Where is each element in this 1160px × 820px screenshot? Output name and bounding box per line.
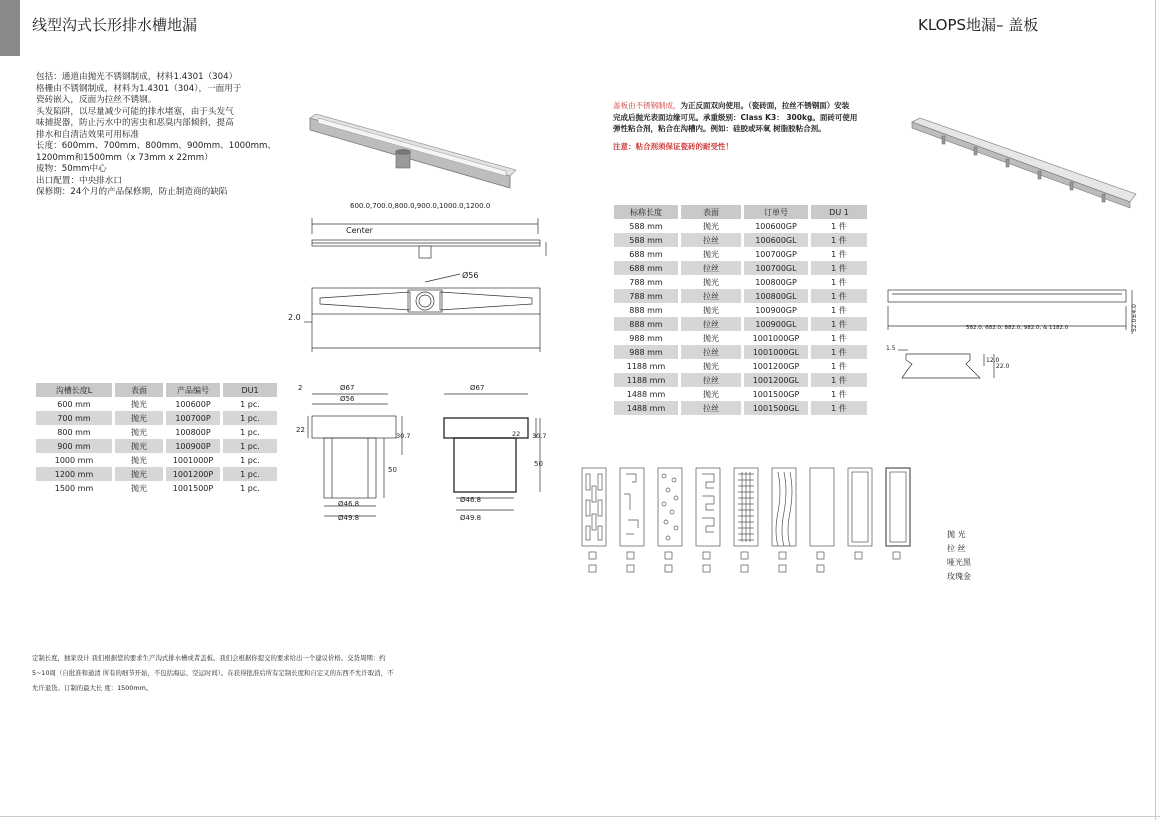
left-title: 线型沟式长形排水槽地漏 — [32, 16, 198, 34]
table-row — [614, 219, 867, 233]
table-cell: 100600GP — [755, 221, 797, 231]
table-row — [614, 359, 867, 373]
table-cell: 100600GL — [744, 233, 808, 247]
table-cell: 1001000P — [172, 455, 214, 465]
desc-line: 废物：50mm中心 — [36, 164, 107, 174]
footer-line: 允许退货。订制的最大长 度：1500mm。 — [32, 684, 153, 692]
channel-drain-render — [300, 108, 520, 198]
table-cell: 1001200GP — [752, 361, 800, 371]
note-line-red: 盖板由不锈钢制成， — [613, 101, 681, 110]
table-header-cell: DU1 — [223, 383, 277, 397]
table-cell: 788 mm — [629, 277, 663, 287]
desc-line: 排水和自清洁效果可用标准 — [36, 129, 140, 140]
table-cell: 1 件 — [831, 305, 847, 315]
table-row — [614, 401, 867, 415]
table-cell: 抛光 — [703, 221, 719, 231]
table-cell: 1 pc. — [223, 411, 277, 425]
table-cell: 888 mm — [614, 317, 678, 331]
cover-side-dim: 52.0±4.0 — [1131, 304, 1138, 332]
table-header-cell: 表面 — [115, 383, 163, 397]
table-cell: 1001200P — [166, 467, 220, 481]
pattern-tile-1 — [848, 468, 872, 546]
cover-technical-drawing — [884, 284, 1146, 384]
table-cell: 600 mm — [57, 399, 91, 409]
table-cell: 抛光 — [131, 427, 147, 437]
pattern-tile-2 — [886, 468, 910, 546]
page-edge-bottom — [0, 816, 1160, 820]
table-cell: 抛光 — [131, 483, 147, 493]
table-cell: 688 mm — [629, 249, 663, 259]
table-cell: 拉丝 — [681, 345, 741, 359]
table-cell: 抛光 — [115, 439, 163, 453]
note-line-2: 完成后抛光表面边缘可见。承重级别：Class K3： 300kg。面砖可使用 — [613, 112, 858, 122]
desc-line: 1200mm和1500mm（x 73mm x 22mm） — [36, 152, 213, 163]
table-row — [614, 275, 867, 289]
channel-technical-drawing — [300, 212, 560, 362]
table-cell: 1001500GL — [744, 401, 808, 415]
table-cell: 1001500P — [172, 483, 214, 493]
pattern-waves — [772, 468, 796, 546]
sec1-d468: Ø46.8 — [338, 500, 360, 508]
table-row — [36, 411, 277, 425]
table-cell: 1000 mm — [54, 455, 94, 465]
sec1-d56: Ø56 — [340, 395, 355, 403]
table-cell: 100800GL — [744, 289, 808, 303]
table-cell: 拉丝 — [681, 373, 741, 387]
product-description — [36, 72, 296, 199]
pattern-grid — [734, 468, 758, 546]
cover-dim-15: 1.5 — [886, 345, 896, 352]
table-cell: 1488 mm — [614, 401, 678, 415]
table-cell: 100800P — [175, 427, 211, 437]
cover-lengths: 582.0, 682.0, 882.0, 982.0, & 1182.0 — [966, 325, 1069, 331]
table-cell: 688 mm — [614, 261, 678, 275]
table-cell: 抛光 — [703, 333, 719, 343]
desc-line: 包括：通道由抛光不锈钢制成，材料1.4301（304） — [36, 72, 238, 82]
table-cell: 抛光 — [703, 249, 719, 259]
table-cell: 拉丝 — [681, 261, 741, 275]
table-cell: 抛光 — [703, 305, 719, 315]
right-title: KLOPS地漏– 盖板 — [918, 16, 1039, 34]
table-cell: 抛光 — [115, 467, 163, 481]
table-cell: 588 mm — [614, 233, 678, 247]
pattern-plain — [810, 468, 834, 546]
sec2-d468: Ø46.8 — [460, 496, 482, 504]
desc-line: 味捕捉器，防止污水中的害虫和恶臭内部倾斜，提高 — [36, 118, 234, 128]
table-cell: 100700GL — [744, 261, 808, 275]
outlet-section-drawing-2 — [436, 380, 556, 525]
table-cell: 1 件 — [831, 333, 847, 343]
table-cell: 700 mm — [36, 411, 112, 425]
diameter-56-label: Ø56 — [462, 271, 479, 280]
desc-line: 格栅由不锈钢制成，材料为1.4301（304），一面用于 — [36, 83, 242, 94]
table-cell: 抛光 — [115, 411, 163, 425]
table-cell: 1 pc. — [240, 483, 260, 493]
table-cell: 1001200GL — [744, 373, 808, 387]
cover-spec-table — [614, 205, 867, 415]
table-cell: 888 mm — [629, 305, 663, 315]
outlet-section-drawing-1 — [292, 380, 412, 525]
table-cell: 100700P — [166, 411, 220, 425]
table-cell: 抛光 — [703, 389, 719, 399]
table-cell: 1 件 — [811, 233, 867, 247]
table-cell: 900 mm — [36, 439, 112, 453]
note-warning: 注意：粘合剂须保证瓷砖的耐受性！ — [613, 141, 733, 151]
footer-line: 5~10周（自批准和通清 所有的细节开始，不包括海运、空运时间）。在获得批准后所有定制长度和自定义的东西不允许取消，不 — [32, 669, 394, 677]
table-cell: 1 件 — [811, 261, 867, 275]
footer-line: 定制长度，独家设计 我们根据您的要求生产沟式排水槽或者盖板。我们会根据你提交的要求给出一个建议价格。交货周期：约 — [32, 654, 386, 662]
table-row — [614, 373, 867, 387]
table-cell: 588 mm — [629, 221, 663, 231]
page-edge-right — [1155, 0, 1160, 820]
center-label: Center — [346, 226, 373, 235]
table-cell: 100900P — [166, 439, 220, 453]
desc-line: 瓷砖嵌入，反面为拉丝不锈钢。 — [36, 95, 157, 105]
desc-line: 出口配置：中央排水口 — [36, 175, 122, 186]
grate-patterns — [578, 464, 918, 576]
table-cell: 1500 mm — [54, 483, 94, 493]
table-row — [614, 345, 867, 359]
table-cell: 1 pc. — [240, 455, 260, 465]
cover-description — [613, 100, 878, 152]
table-cell: 拉丝 — [681, 289, 741, 303]
table-header-cell: 沟槽长度L — [36, 383, 112, 397]
sec1-dim-22: 22 — [296, 426, 305, 434]
table-row — [36, 453, 277, 467]
dim-2-text: 2.0 — [288, 313, 301, 322]
table-cell: 抛光 — [703, 277, 719, 287]
table-header-cell: 表面 — [681, 205, 741, 219]
table-row — [36, 467, 277, 481]
pattern-slots — [582, 468, 606, 546]
channel-spec-table — [36, 383, 277, 495]
table-cell: 抛光 — [131, 399, 147, 409]
table-cell: 1488 mm — [626, 389, 666, 399]
table-cell: 788 mm — [614, 289, 678, 303]
table-cell: 抛光 — [131, 455, 147, 465]
table-row — [36, 397, 277, 411]
desc-line: 长度：600mm、700mm、800mm、900mm、1000mm、 — [36, 141, 276, 151]
table-cell: 1001000GL — [744, 345, 808, 359]
cover-dim-22: 22.0 — [996, 363, 1010, 370]
table-cell: 1 件 — [831, 249, 847, 259]
table-cell: 100600P — [175, 399, 211, 409]
table-cell: 100900GP — [755, 305, 797, 315]
sec2-d67: Ø67 — [470, 384, 485, 392]
cover-dim-12: 12.0 — [986, 357, 1000, 364]
custom-length-note — [32, 651, 432, 696]
table-header-cell: 产品编号 — [166, 383, 220, 397]
table-row — [614, 303, 867, 317]
desc-line: 头发陷阱，以尽量减少可能的排水堵塞，由于头发气 — [36, 106, 234, 117]
pattern-dots — [658, 468, 682, 546]
table-cell: 1 件 — [811, 373, 867, 387]
table-cell: 1188 mm — [614, 373, 678, 387]
sec2-dim-307: 30.7 — [532, 432, 547, 440]
note-line-bold: 为正反面双向使用。（瓷砖面，拉丝不锈钢面）安装 — [680, 101, 850, 110]
table-cell: 1 pc. — [240, 427, 260, 437]
table-row — [614, 317, 867, 331]
sec1-dim-307: 30.7 — [396, 432, 411, 440]
table-cell: 1 件 — [831, 361, 847, 371]
table-row — [614, 247, 867, 261]
sec2-d498: Ø49.8 — [460, 514, 482, 522]
cover-render — [906, 110, 1141, 215]
sec2-dim-50: 50 — [534, 460, 543, 468]
table-row — [614, 289, 867, 303]
table-cell: 1 pc. — [240, 399, 260, 409]
table-cell: 1 件 — [811, 317, 867, 331]
table-header — [36, 383, 277, 397]
table-cell: 抛光 — [703, 361, 719, 371]
table-header-cell: DU 1 — [811, 205, 867, 219]
table-row — [36, 425, 277, 439]
table-cell: 1 件 — [831, 277, 847, 287]
table-row — [614, 387, 867, 401]
table-cell: 1188 mm — [626, 361, 666, 371]
table-cell: 1 件 — [831, 221, 847, 231]
table-cell: 1 件 — [811, 345, 867, 359]
sec1-dim-50: 50 — [388, 466, 397, 474]
finish-legend — [947, 528, 971, 584]
legend-item: 拉 丝 — [947, 544, 966, 553]
note-line-3: 弹性粘合剂，粘合在沟槽内。例如：硅胶或环氧 树脂胶粘合剂。 — [613, 124, 826, 133]
table-cell: 1 件 — [811, 289, 867, 303]
sec1-d67: Ø67 — [340, 384, 355, 392]
sec1-d498: Ø49.8 — [338, 514, 360, 522]
table-cell: 拉丝 — [681, 401, 741, 415]
legend-item: 抛 光 — [947, 530, 966, 539]
table-row — [614, 233, 867, 247]
table-row — [36, 439, 277, 453]
table-cell: 100800GP — [755, 277, 797, 287]
pattern-lines — [620, 468, 644, 546]
table-cell: 拉丝 — [681, 317, 741, 331]
table-cell: 100900GL — [744, 317, 808, 331]
sec2-dim-22: 22 — [512, 430, 521, 438]
table-cell: 拉丝 — [681, 233, 741, 247]
table-header-cell: 标称长度 — [614, 205, 678, 219]
table-row — [36, 481, 277, 495]
legend-item: 玫瑰金 — [947, 572, 971, 581]
legend-item: 哑光黑 — [947, 558, 971, 567]
table-cell: 1001000GP — [752, 333, 800, 343]
table-cell: 1 pc. — [223, 439, 277, 453]
length-caption: 600.0,700.0,800.0,900.0,1000.0,1200.0 — [350, 202, 491, 210]
table-row — [614, 261, 867, 275]
table-cell: 1 件 — [811, 401, 867, 415]
table-cell: 1 pc. — [223, 467, 277, 481]
pattern-greek — [696, 468, 720, 546]
table-header-cell: 订单号 — [744, 205, 808, 219]
table-header — [614, 205, 867, 219]
table-cell: 100700GP — [755, 249, 797, 259]
table-row — [614, 331, 867, 345]
sec1-dim-2: 2 — [298, 384, 303, 392]
table-cell: 988 mm — [629, 333, 663, 343]
table-cell: 1 件 — [831, 389, 847, 399]
table-cell: 988 mm — [614, 345, 678, 359]
corner-tab — [0, 0, 20, 56]
desc-line: 保修期：24个月的产品保修期，防止制造商的缺陷 — [36, 187, 228, 197]
table-cell: 800 mm — [57, 427, 91, 437]
table-cell: 1200 mm — [36, 467, 112, 481]
table-cell: 1001500GP — [752, 389, 800, 399]
